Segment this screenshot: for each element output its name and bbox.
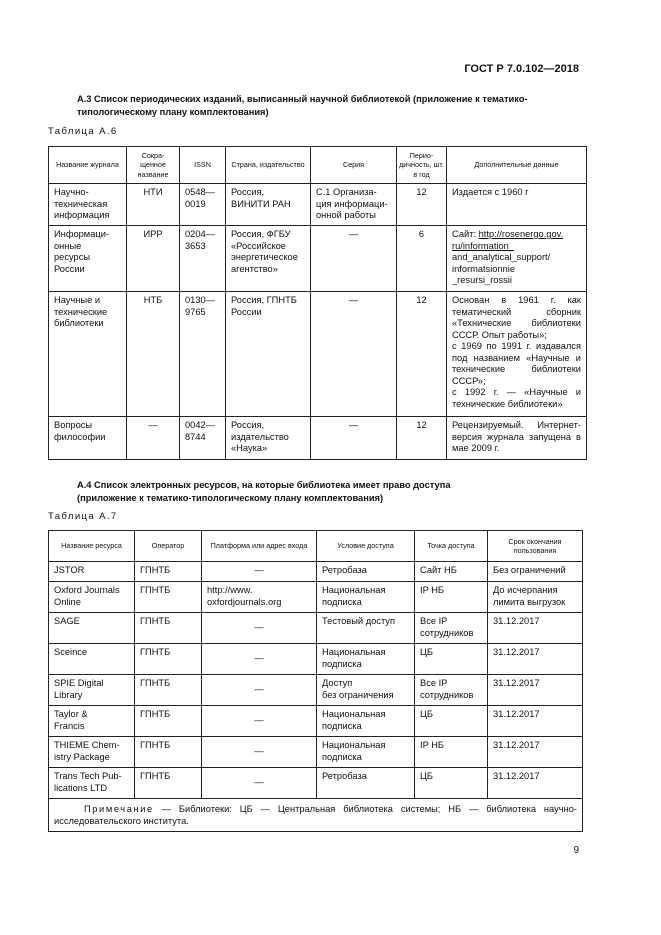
cell-line: Россия, bbox=[231, 420, 265, 430]
cell-abbr: НТБ bbox=[127, 292, 180, 417]
cell-issn bbox=[180, 226, 226, 292]
cell-journal-name bbox=[49, 292, 127, 417]
cell-operator: ГПНТБ bbox=[135, 562, 202, 582]
section-a4-heading bbox=[77, 479, 587, 505]
cell-access-point bbox=[415, 675, 488, 706]
column-header: Название ресурса bbox=[49, 531, 135, 562]
cell-line: Информаци- bbox=[54, 229, 109, 239]
table-row bbox=[49, 292, 587, 417]
table-note-row bbox=[49, 799, 583, 832]
cell-resource-name bbox=[49, 706, 135, 737]
column-header: Перио-дичность, шт. в год bbox=[397, 147, 447, 184]
cell-series: — bbox=[311, 226, 397, 292]
cell-line: онные bbox=[54, 240, 82, 251]
cell-line: подписка bbox=[322, 720, 362, 731]
table-a7-label: Таблица А.7 bbox=[48, 511, 118, 522]
cell-extra bbox=[447, 292, 587, 417]
cell-condition bbox=[317, 706, 415, 737]
table-row bbox=[49, 613, 583, 644]
cell-operator: ГПНТБ bbox=[135, 737, 202, 768]
cell-operator: ГПНТБ bbox=[135, 675, 202, 706]
cell-condition bbox=[317, 582, 415, 613]
cell-term: 31.12.2017 bbox=[488, 675, 583, 706]
cell-publisher bbox=[226, 292, 311, 417]
cell-line: Научно- bbox=[54, 187, 89, 197]
column-header: Название журнала bbox=[49, 147, 127, 184]
cell-line: подписка bbox=[322, 596, 362, 607]
table-a6 bbox=[48, 146, 587, 460]
section-a3-heading bbox=[77, 93, 587, 119]
column-header: Серия bbox=[311, 147, 397, 184]
cell-publisher bbox=[226, 184, 311, 226]
cell-resource-name bbox=[49, 768, 135, 799]
cell-line: 8744 bbox=[185, 431, 206, 442]
note-text: — Библиотеки: ЦБ — Центральная библиотека системы; НБ — библиотека научно-исследовательского института. bbox=[54, 804, 577, 826]
cell-resource-name: JSTOR bbox=[49, 562, 135, 582]
cell-line: Taylor & bbox=[54, 709, 88, 719]
cell-series bbox=[311, 184, 397, 226]
table-row bbox=[49, 417, 587, 460]
section-a4-heading-line: А.4 Список электронных ресурсов, на которые библиотека имеет право доступа bbox=[77, 480, 451, 490]
column-header: Дополнительные данные bbox=[447, 147, 587, 184]
cell-line: Library bbox=[54, 689, 83, 700]
section-a3-heading-line: А.3 Список периодических изданий, выписанный научной библиотекой (приложение к тематико- bbox=[77, 94, 528, 104]
cell-line: подписка bbox=[322, 658, 362, 669]
cell-abbr: НТИ bbox=[127, 184, 180, 226]
cell-paragraph: с 1992 г. — «Научные и технические библиотеки» bbox=[452, 387, 581, 409]
cell-condition bbox=[317, 737, 415, 768]
cell-access-point: ЦБ bbox=[415, 644, 488, 675]
standard-header: ГОСТ Р 7.0.102—2018 bbox=[464, 63, 579, 75]
cell-access-point: ЦБ bbox=[415, 706, 488, 737]
cell-abbr: ИРР bbox=[127, 226, 180, 292]
cell-extra: Издается с 1960 г bbox=[447, 184, 587, 226]
cell-operator: ГПНТБ bbox=[135, 768, 202, 799]
cell-publisher bbox=[226, 417, 311, 460]
cell-line: техническая bbox=[54, 198, 108, 209]
table-row bbox=[49, 737, 583, 768]
cell-term: 31.12.2017 bbox=[488, 613, 583, 644]
cell-line: агентство» bbox=[231, 263, 278, 274]
table-row bbox=[49, 562, 583, 582]
cell-line: 0042— bbox=[185, 420, 215, 430]
table-row bbox=[49, 226, 587, 292]
link-part: ru/information_ bbox=[452, 240, 515, 251]
cell-line: 0204— bbox=[185, 229, 215, 239]
cell-term: 31.12.2017 bbox=[488, 644, 583, 675]
cell-platform: — bbox=[202, 737, 317, 768]
cell-line: 3653 bbox=[185, 240, 206, 251]
cell-line: Россия, ФГБУ bbox=[231, 229, 291, 239]
column-header: Платформа или адрес входа bbox=[202, 531, 317, 562]
cell-condition bbox=[317, 675, 415, 706]
column-header: Оператор bbox=[135, 531, 202, 562]
cell-term: 31.12.2017 bbox=[488, 768, 583, 799]
cell-line: Вопросы bbox=[54, 420, 93, 430]
link-part: informatsionnie bbox=[452, 263, 516, 274]
cell-resource-name: SAGE bbox=[49, 613, 135, 644]
cell-line: без ограничения bbox=[322, 689, 394, 700]
cell-line: лимита выгрузок bbox=[493, 596, 566, 607]
cell-line: сотрудников bbox=[420, 689, 474, 700]
cell-term: 31.12.2017 bbox=[488, 706, 583, 737]
cell-line: Online bbox=[54, 596, 81, 607]
cell-operator: ГПНТБ bbox=[135, 613, 202, 644]
cell-line: SPIE Digital bbox=[54, 678, 104, 688]
cell-line: Francis bbox=[54, 720, 85, 731]
cell-line: информация bbox=[54, 210, 110, 220]
cell-access-point bbox=[415, 613, 488, 644]
cell-line: «Наука» bbox=[231, 443, 268, 453]
table-a6-label: Таблица А.6 bbox=[48, 126, 118, 137]
cell-line: http://www. bbox=[207, 585, 253, 595]
table-note bbox=[49, 799, 583, 832]
note-label: Примечание bbox=[84, 804, 154, 814]
cell-resource-name bbox=[49, 737, 135, 768]
cell-line: 0548— bbox=[185, 187, 215, 197]
cell-access-point: IP НБ bbox=[415, 582, 488, 613]
column-header: Сокра-щенное название bbox=[127, 147, 180, 184]
cell-line: России bbox=[231, 306, 262, 317]
column-header: Условие доступа bbox=[317, 531, 415, 562]
cell-periodicity: 12 bbox=[397, 417, 447, 460]
cell-line: подписка bbox=[322, 751, 362, 762]
link-part: and_analytical_support/ bbox=[452, 252, 551, 262]
cell-term: 31.12.2017 bbox=[488, 737, 583, 768]
cell-line: С.1 Организа- bbox=[316, 187, 377, 197]
cell-resource-name bbox=[49, 675, 135, 706]
cell-condition: Тестовый доступ bbox=[317, 613, 415, 644]
cell-series: — bbox=[311, 417, 397, 460]
cell-line: Национальная bbox=[322, 709, 386, 719]
cell-condition: Ретробаза bbox=[317, 768, 415, 799]
cell-access-point: Сайт НБ bbox=[415, 562, 488, 582]
cell-condition bbox=[317, 644, 415, 675]
cell-periodicity: 12 bbox=[397, 184, 447, 226]
cell-issn bbox=[180, 417, 226, 460]
column-header: Страна, издательство bbox=[226, 147, 311, 184]
cell-resource-name bbox=[49, 582, 135, 613]
cell-line: издательство bbox=[231, 431, 289, 442]
table-header-row bbox=[49, 147, 587, 184]
cell-line: Национальная bbox=[322, 585, 386, 595]
cell-line: «Российское bbox=[231, 240, 286, 251]
table-row bbox=[49, 706, 583, 737]
cell-line: ция информаци- bbox=[316, 198, 388, 209]
cell-platform: — bbox=[202, 768, 317, 799]
table-row bbox=[49, 675, 583, 706]
cell-line: России bbox=[54, 263, 85, 274]
table-a7 bbox=[48, 530, 583, 832]
cell-line: 9765 bbox=[185, 306, 206, 317]
column-header: Точка доступа bbox=[415, 531, 488, 562]
cell-journal-name bbox=[49, 226, 127, 292]
table-row bbox=[49, 582, 583, 613]
cell-line: Национальная bbox=[322, 647, 386, 657]
cell-periodicity: 6 bbox=[397, 226, 447, 292]
cell-platform bbox=[202, 582, 317, 613]
cell-condition: Ретробаза bbox=[317, 562, 415, 582]
site-label: Сайт: bbox=[452, 229, 479, 239]
section-a4-heading-line: (приложение к тематико-типологическому плану комплектования) bbox=[77, 493, 384, 503]
cell-journal-name bbox=[49, 417, 127, 460]
cell-periodicity: 12 bbox=[397, 292, 447, 417]
cell-platform: — bbox=[202, 644, 317, 675]
cell-resource-name: Sceince bbox=[49, 644, 135, 675]
cell-operator: ГПНТБ bbox=[135, 582, 202, 613]
cell-line: 0019 bbox=[185, 198, 206, 209]
cell-issn bbox=[180, 184, 226, 226]
cell-line: сотрудников bbox=[420, 627, 474, 638]
section-a3-heading-line: типологическому плану комплектования) bbox=[77, 107, 269, 117]
cell-platform: — bbox=[202, 613, 317, 644]
cell-line: Россия, ГПНТБ bbox=[231, 295, 297, 305]
cell-operator: ГПНТБ bbox=[135, 644, 202, 675]
cell-line: ресурсы bbox=[54, 252, 91, 262]
cell-line: философии bbox=[54, 431, 106, 442]
cell-series: — bbox=[311, 292, 397, 417]
cell-extra bbox=[447, 226, 587, 292]
cell-line: Национальная bbox=[322, 740, 386, 750]
cell-line: 0130— bbox=[185, 295, 215, 305]
cell-platform: — bbox=[202, 562, 317, 582]
cell-line: Trans Tech Pub- bbox=[54, 771, 122, 781]
page-number: 9 bbox=[573, 845, 579, 856]
table-row bbox=[49, 644, 583, 675]
cell-platform: — bbox=[202, 675, 317, 706]
column-header: Срок окончания пользования bbox=[488, 531, 583, 562]
cell-line: До исчерпания bbox=[493, 585, 558, 595]
cell-line: технические bbox=[54, 306, 108, 317]
table-header-row bbox=[49, 531, 583, 562]
cell-line: энергетическое bbox=[231, 252, 298, 262]
cell-line: oxfordjournals.org bbox=[207, 596, 282, 607]
cell-line: THIEME Chem- bbox=[54, 740, 120, 750]
cell-paragraph: Основан в 1961 г. как тематический сборник «Технические библиотеки СССР. Опыт работы»; bbox=[452, 295, 581, 340]
cell-journal-name bbox=[49, 184, 127, 226]
cell-line: ВИНИТИ РАН bbox=[231, 198, 291, 209]
cell-line: Все IP bbox=[420, 616, 448, 626]
cell-access-point: IP НБ bbox=[415, 737, 488, 768]
cell-line: lications LTD bbox=[54, 782, 108, 793]
cell-operator: ГПНТБ bbox=[135, 706, 202, 737]
cell-line: Научные и bbox=[54, 295, 101, 305]
cell-term: Без ограничений bbox=[488, 562, 583, 582]
column-header: ISSN bbox=[180, 147, 226, 184]
cell-abbr: — bbox=[127, 417, 180, 460]
cell-line: Все IP bbox=[420, 678, 448, 688]
table-row bbox=[49, 768, 583, 799]
cell-access-point: ЦБ bbox=[415, 768, 488, 799]
link-part: _resursi_rossii bbox=[452, 275, 512, 285]
cell-extra: Рецензируемый. Интернет-версия журнала запущена в мае 2009 г. bbox=[447, 417, 587, 460]
cell-line: Россия, bbox=[231, 187, 265, 197]
cell-paragraph: с 1969 по 1991 г. издавался под названием «Научные и технические библиотеки СССР»; bbox=[452, 341, 581, 386]
cell-line: библиотеки bbox=[54, 318, 104, 328]
cell-line: istry Package bbox=[54, 751, 110, 762]
cell-line: Доступ bbox=[322, 678, 353, 688]
link-part: http://rosenergo.gov. bbox=[478, 229, 564, 239]
cell-platform: — bbox=[202, 706, 317, 737]
cell-issn bbox=[180, 292, 226, 417]
cell-line: онной работы bbox=[316, 210, 376, 220]
cell-term bbox=[488, 582, 583, 613]
cell-publisher bbox=[226, 226, 311, 292]
table-row bbox=[49, 184, 587, 226]
cell-line: Oxford Journals bbox=[54, 585, 120, 595]
